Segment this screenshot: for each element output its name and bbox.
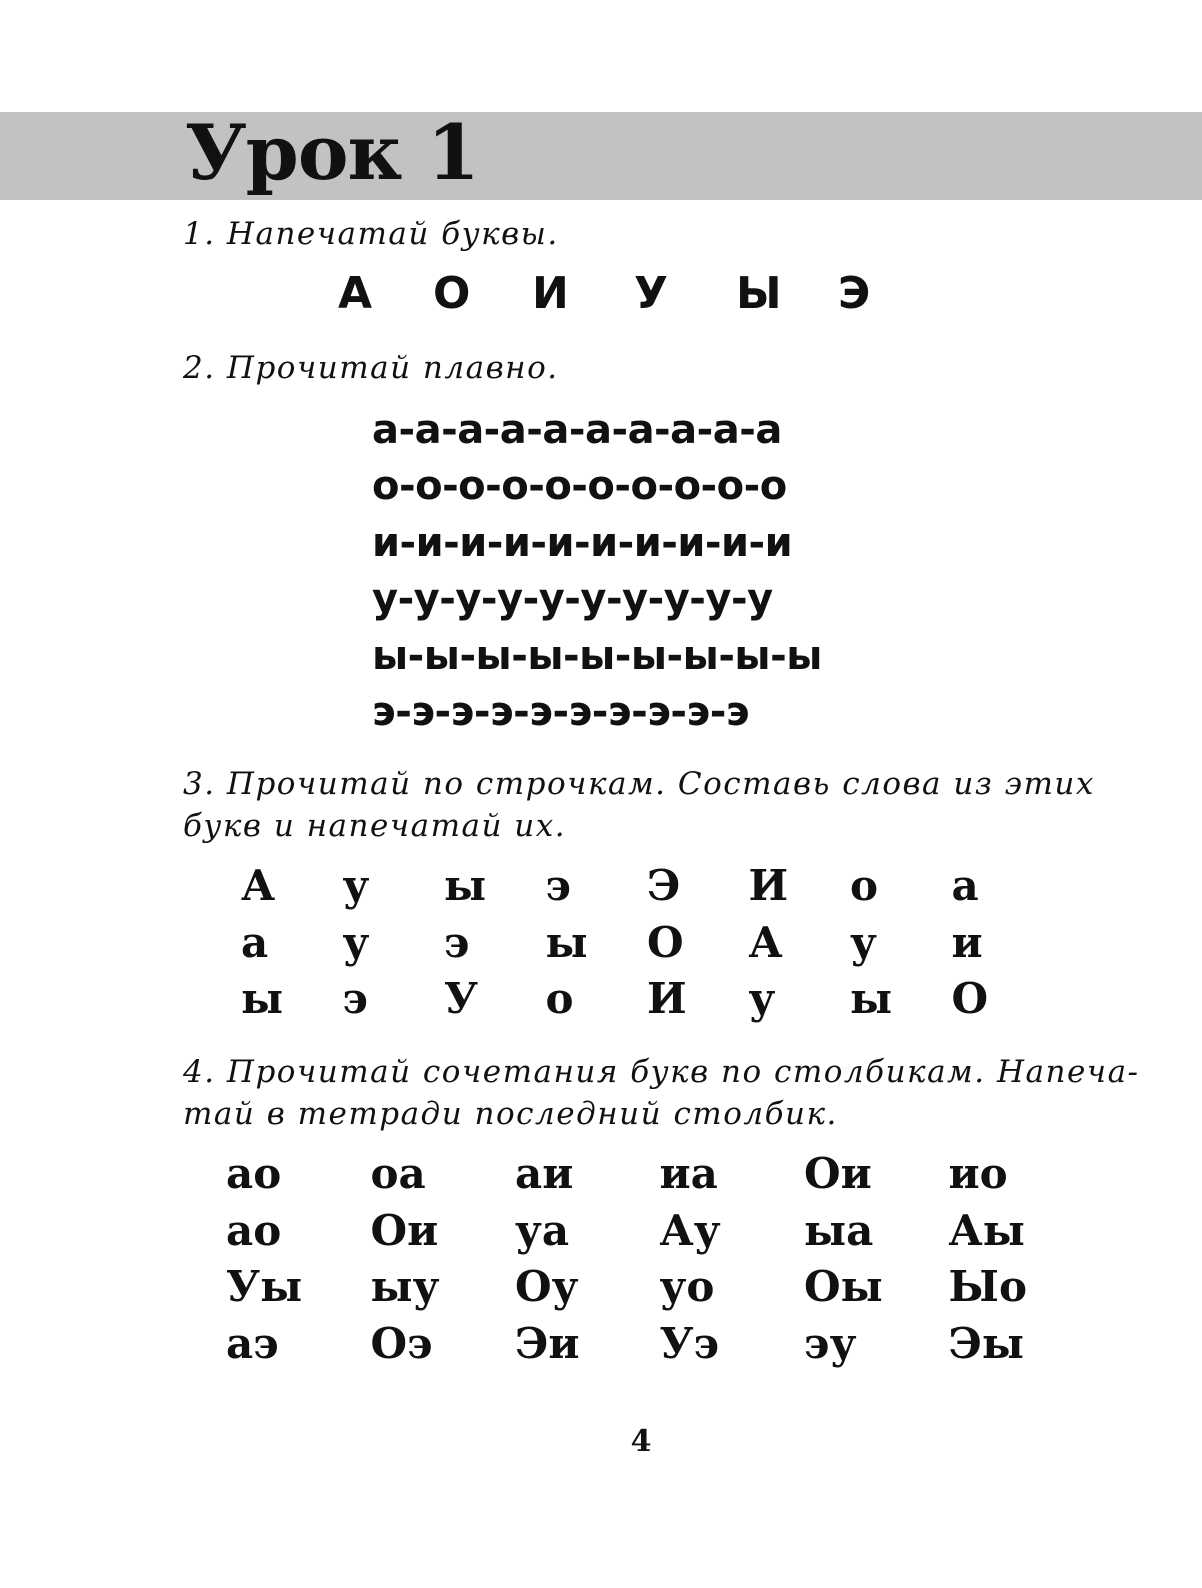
- combination-cell: ыу: [370, 1262, 440, 1311]
- combination-cell: Ои: [804, 1149, 872, 1198]
- combination-cell: уо: [659, 1262, 715, 1311]
- syllable-line: ы-ы-ы-ы-ы-ы-ы-ы-ы: [372, 632, 822, 679]
- letter-cell: А: [748, 917, 783, 967]
- letter-cell: у: [748, 974, 776, 1023]
- letter-cell: у: [342, 917, 370, 967]
- letter-cell: У: [444, 974, 479, 1023]
- combination-cell: эу: [804, 1318, 857, 1368]
- combination-cell: иа: [659, 1149, 718, 1198]
- letter-cell: И: [647, 974, 687, 1023]
- task-4-instruction-line-2: тай в тетради последний столбик.: [183, 1096, 838, 1132]
- task-1-instruction: 1. Напечатай буквы.: [183, 216, 559, 252]
- syllable-line: у-у-у-у-у-у-у-у-у-у: [372, 576, 773, 623]
- combination-cell: Эи: [515, 1318, 580, 1368]
- letter-cell: ы: [850, 974, 893, 1023]
- letter-cell: О: [951, 974, 989, 1023]
- combination-cell: ао: [226, 1205, 282, 1255]
- combination-cell: Оу: [515, 1262, 579, 1311]
- combination-cell: ыа: [804, 1205, 874, 1255]
- letter: И: [532, 268, 569, 319]
- letter-cell: о: [850, 861, 879, 910]
- combination-cell: Оэ: [370, 1318, 433, 1368]
- letter-cell: о: [545, 974, 574, 1023]
- combination-cell: Оы: [804, 1262, 883, 1311]
- letter-cell: и: [951, 917, 983, 967]
- task-3-instruction-line-2: букв и напечатай их.: [183, 808, 567, 844]
- page-number: 4: [630, 1424, 652, 1459]
- letter-cell: а: [951, 861, 979, 910]
- task-2-lines: [372, 402, 822, 740]
- letter-cell: у: [342, 861, 370, 910]
- letter-cell: а: [241, 917, 269, 967]
- letter-cell: А: [241, 861, 276, 910]
- combination-cell: Ау: [659, 1205, 721, 1255]
- letter-cell: ы: [444, 861, 487, 910]
- combination-cell: оа: [370, 1149, 426, 1198]
- task-1-letters: [338, 266, 898, 322]
- syllable-line: а-а-а-а-а-а-а-а-а-а: [372, 407, 782, 453]
- lesson-title: Урок 1: [185, 108, 479, 197]
- combination-cell: Ои: [370, 1205, 439, 1255]
- syllable-line: о-о-о-о-о-о-о-о-о-о: [372, 463, 787, 510]
- task-2-instruction: 2. Прочитай плавно.: [183, 350, 559, 386]
- title-band: [0, 112, 1202, 200]
- task-3-instruction-line-1: 3. Прочитай по строчкам. Составь слова из этих: [183, 766, 1095, 802]
- letter-cell: э: [444, 917, 470, 967]
- letter-cell: Э: [647, 861, 681, 910]
- letter: О: [433, 268, 471, 319]
- letter-cell: О: [647, 917, 684, 967]
- combination-cell: Уы: [226, 1262, 303, 1311]
- syllable-line: э-э-э-э-э-э-э-э-э-э: [372, 688, 750, 735]
- combination-cell: аэ: [226, 1318, 279, 1368]
- letter: Ы: [736, 268, 782, 319]
- letter-cell: у: [850, 917, 877, 967]
- letter: Э: [838, 268, 871, 319]
- combination-cell: Аы: [948, 1205, 1025, 1255]
- letter: А: [338, 268, 373, 319]
- letter-cell: ы: [241, 974, 284, 1023]
- combination-cell: ао: [226, 1149, 282, 1198]
- combination-cell: Эы: [948, 1318, 1025, 1368]
- task-4-instruction-line-1: 4. Прочитай сочетания букв по столбикам. Напеча-: [183, 1054, 1140, 1090]
- letter: У: [634, 268, 668, 319]
- combination-cell: Ыо: [948, 1262, 1027, 1311]
- letter-cell: И: [748, 861, 789, 910]
- letter-cell: э: [342, 974, 369, 1023]
- combination-cell: аи: [515, 1149, 574, 1198]
- combination-cell: уа: [515, 1205, 570, 1255]
- syllable-line: и-и-и-и-и-и-и-и-и-и: [372, 519, 793, 566]
- letter-cell: ы: [545, 917, 588, 967]
- combination-cell: Уэ: [659, 1318, 720, 1368]
- combination-cell: ио: [948, 1149, 1008, 1198]
- letter-cell: э: [545, 861, 572, 910]
